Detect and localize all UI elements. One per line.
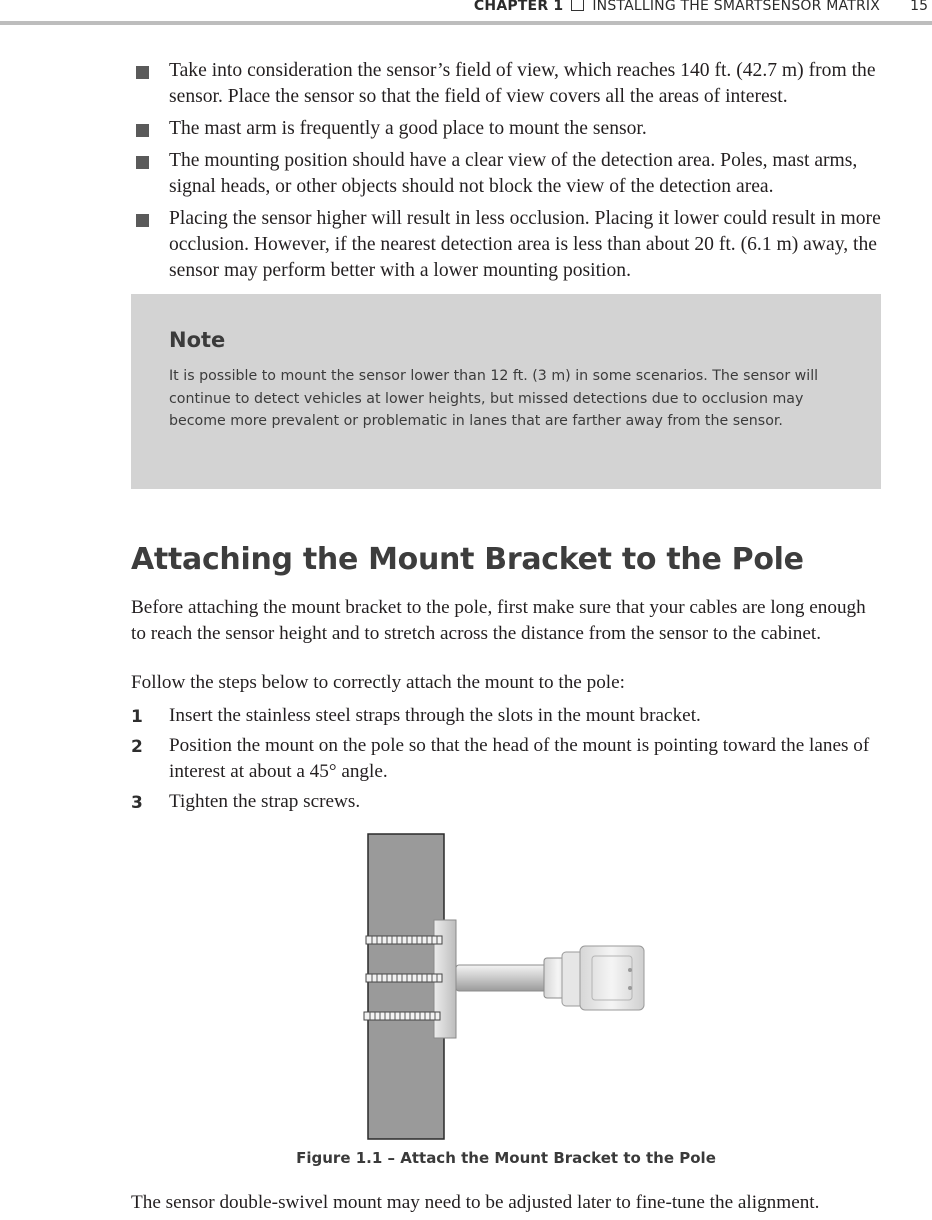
step-item (131, 733, 883, 785)
page-number: 15 (910, 0, 928, 14)
pole-shape (368, 834, 444, 1139)
separator-box-icon (571, 0, 584, 11)
mount-bracket-illustration (330, 828, 670, 1148)
bullet-square-icon (136, 66, 149, 79)
mount-arm-shape (456, 965, 548, 991)
step-text: Tighten the strap screws. (169, 791, 361, 812)
step-number: 3 (131, 793, 143, 813)
steps-intro: Follow the steps below to correctly attach the mount to the pole: (131, 672, 625, 693)
bullet-text: Take into consideration the sensor’s field of view, which reaches 140 ft. (42.7 m) from the sensor. Place the sensor so that the field of view covers all the areas of interest. (169, 60, 876, 107)
mount-bracket-figure (330, 828, 670, 1148)
list-item (132, 58, 882, 110)
list-item (132, 206, 882, 284)
bullet-text: The mounting position should have a clear view of the detection area. Poles, mast arms, signal heads, or other objects should not block the view of the detection area. (169, 150, 858, 197)
chapter-label: CHAPTER 1 (473, 0, 564, 14)
section-heading: Attaching the Mount Bracket to the Pole (131, 542, 804, 577)
step-number: 2 (131, 737, 143, 757)
header-rule (0, 21, 932, 25)
list-item (132, 116, 882, 142)
bullet-text: The mast arm is frequently a good place to mount the sensor. (169, 118, 647, 139)
note-body: It is possible to mount the sensor lower than 12 ft. (3 m) in some scenarios. The sensor will continue to detect vehicles at lower heights, but missed detections due to occlusion may become more prevalent or problematic in lanes that are farther away from the sensor. (169, 368, 819, 429)
figure-caption: Figure 1.1 – Attach the Mount Bracket to the Pole (296, 1149, 716, 1167)
bullet-square-icon (136, 124, 149, 137)
steps-list (131, 703, 883, 819)
list-item (132, 148, 882, 200)
section-intro: Before attaching the mount bracket to the pole, first make sure that your cables are long enough to reach the sensor height and to stretch across the distance from the sensor to the cabinet. (131, 597, 866, 644)
step-number: 1 (131, 707, 143, 727)
bullet-text: Placing the sensor higher will result in less occlusion. Placing it lower could result in more occlusion. However, if the nearest detection area is less than about 20 ft. (6.1 m) away, the sensor may perform better with a lower mounting position. (169, 208, 881, 281)
step-item (131, 789, 883, 815)
step-item (131, 703, 883, 729)
running-head (474, 0, 880, 14)
step-text: Insert the stainless steel straps through the slots in the mount bracket. (169, 705, 701, 726)
bullet-list (132, 58, 882, 290)
page-header (0, 0, 932, 22)
closing-paragraph: The sensor double-swivel mount may need to be adjusted later to fine-tune the alignment. (131, 1192, 820, 1213)
step-text: Position the mount on the pole so that the head of the mount is pointing toward the lanes of interest at about a 45° angle. (169, 735, 870, 782)
note-title: Note (169, 328, 226, 352)
note-box (131, 294, 881, 489)
bullet-square-icon (136, 156, 149, 169)
bullet-square-icon (136, 214, 149, 227)
chapter-title: INSTALLING THE SMARTSENSOR MATRIX (592, 0, 880, 14)
